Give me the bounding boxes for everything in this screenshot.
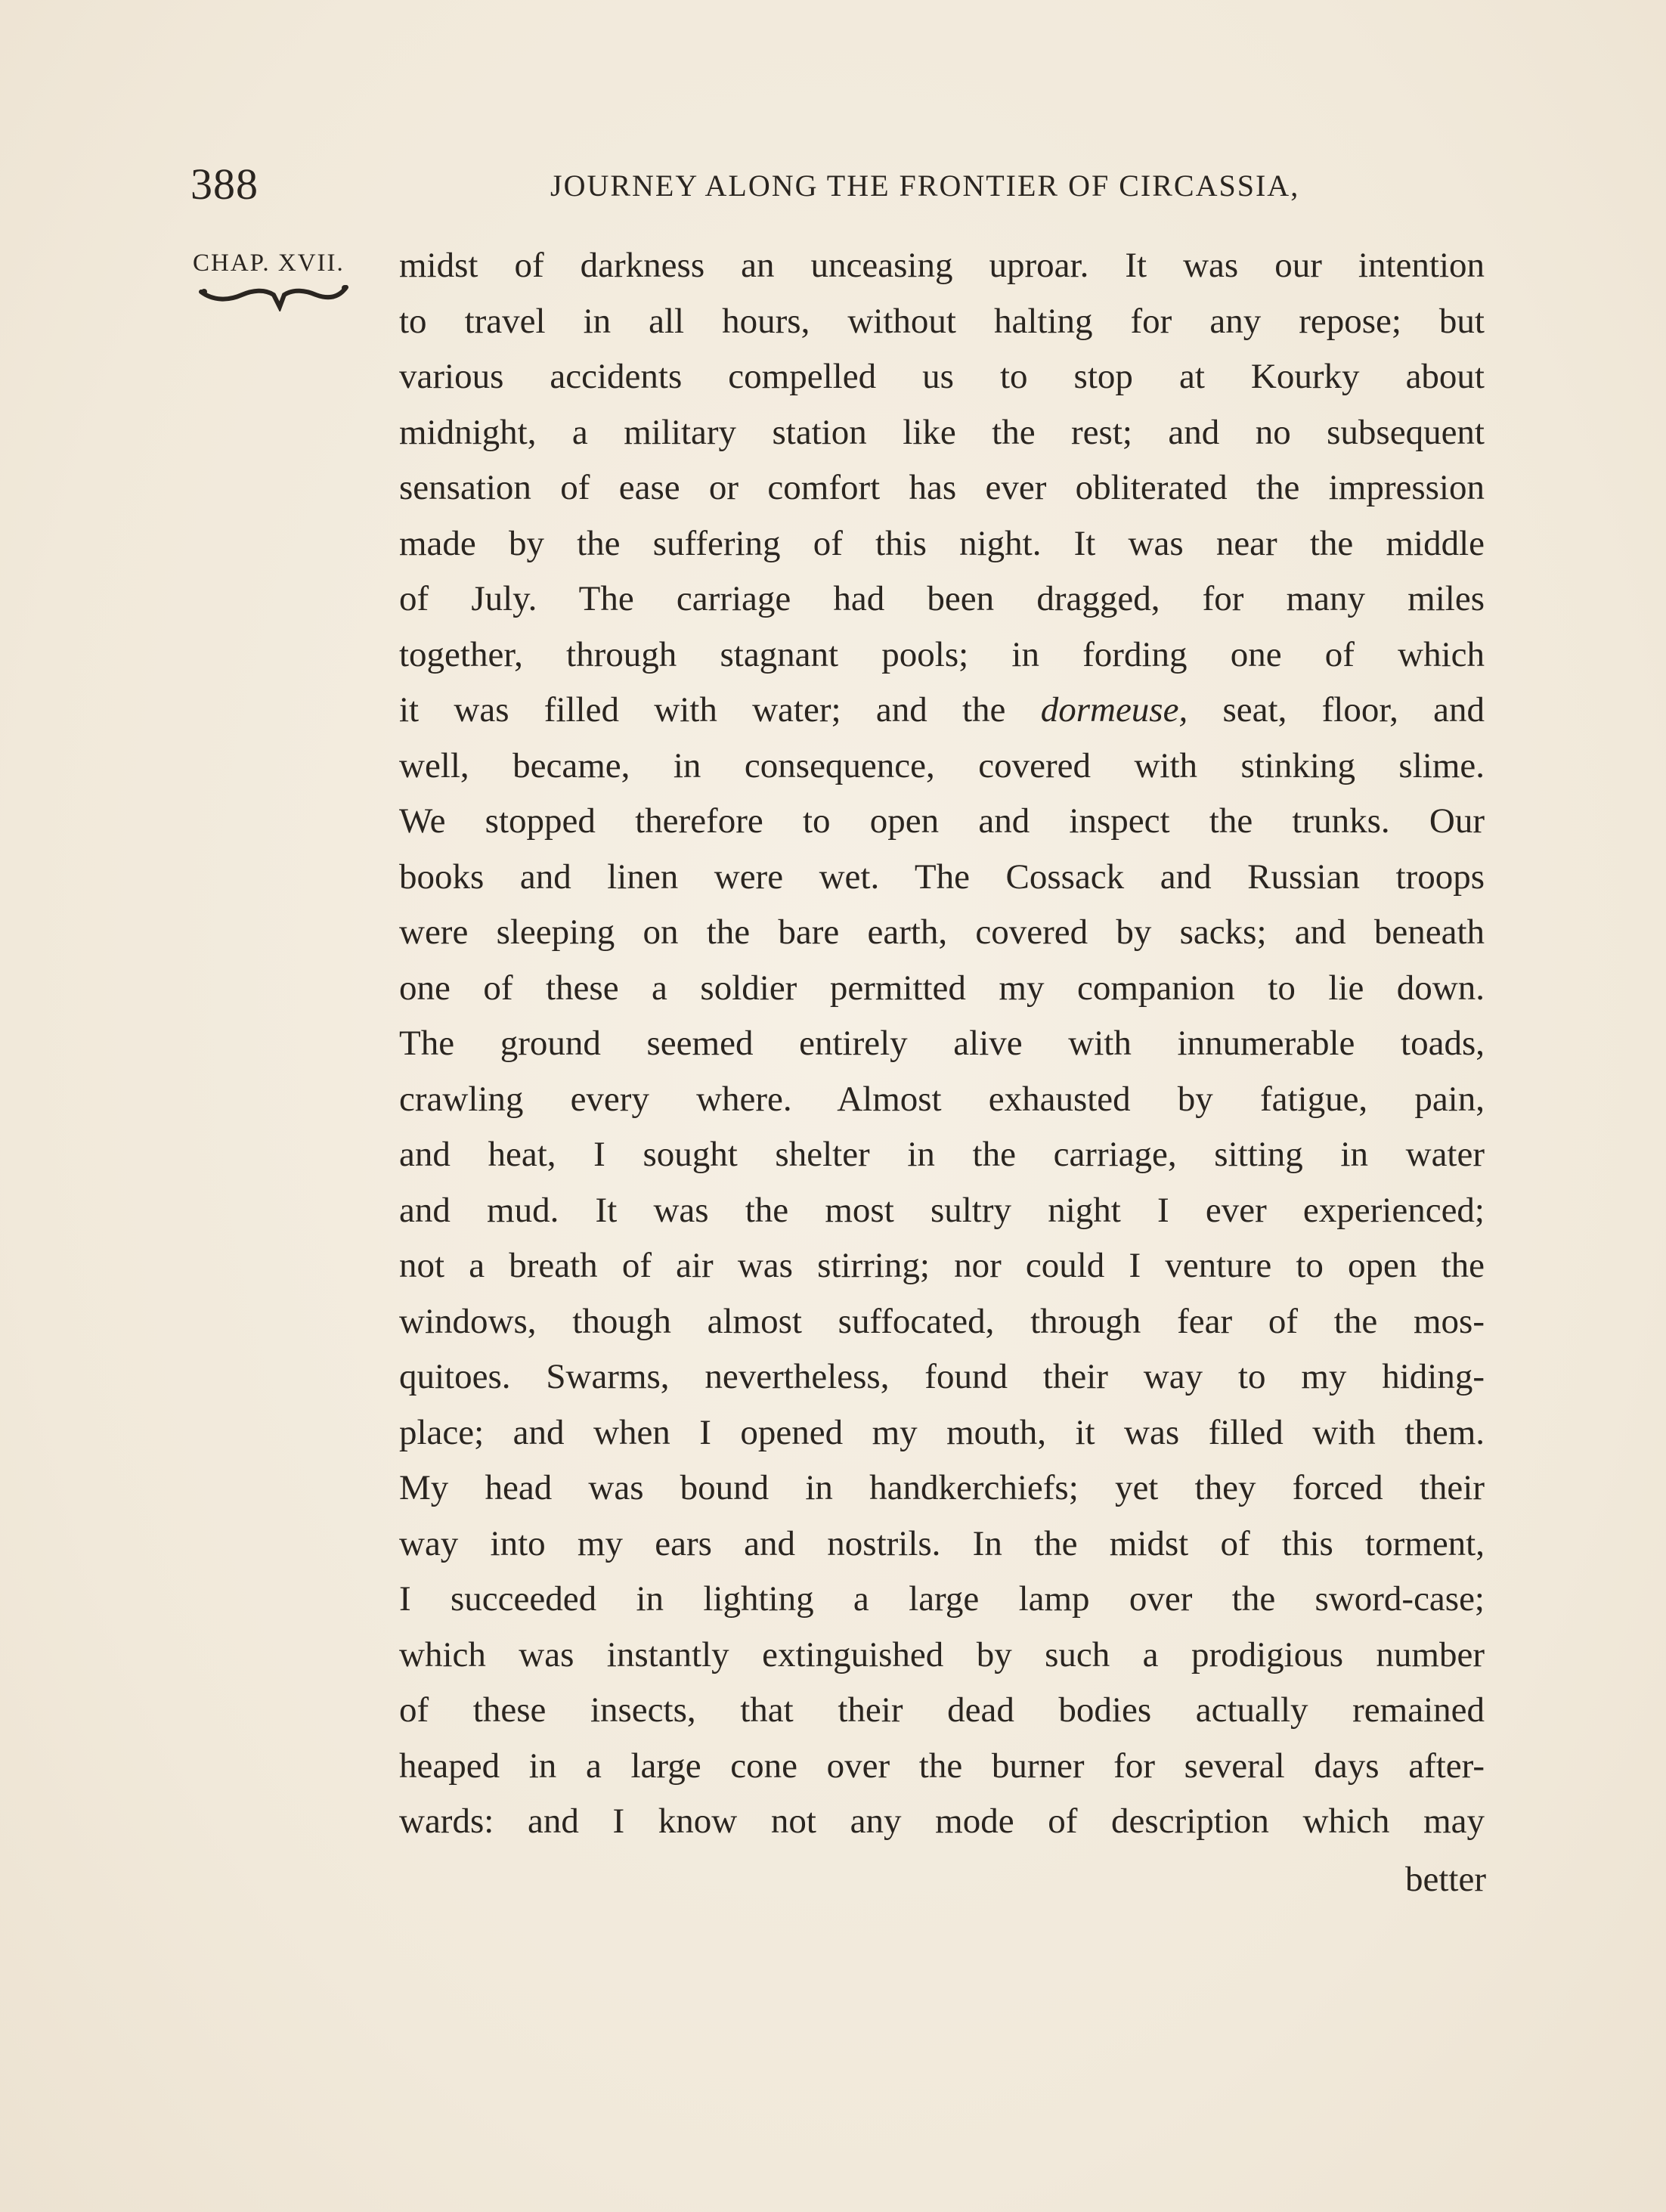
text-line: made by the suffering of this night. It was near the middle [399, 523, 1485, 563]
text-line: of these insects, that their dead bodies actually remained [399, 1690, 1485, 1730]
text-line: wards: and I know not any mode of description which may [399, 1802, 1485, 1841]
text-line: midnight, a military station like the rest; and no subsequent [399, 412, 1485, 452]
text-line: one of these a soldier permitted my companion to lie down. [399, 968, 1485, 1008]
text-line: and mud. It was the most sultry night I ever experienced; [399, 1190, 1485, 1230]
italic-word-dormeuse: dormeuse, [1040, 690, 1188, 730]
scroll-flourish-ornament-icon [198, 281, 349, 311]
text-line: and heat, I sought shelter in the carriage, sitting in water [399, 1135, 1485, 1174]
text-segment: it was filled with water; and the [399, 690, 1006, 730]
text-line: to travel in all hours, without halting for any repose; but [399, 301, 1485, 341]
text-line: We stopped therefore to open and inspect the trunks. Our [399, 801, 1485, 841]
text-line: way into my ears and nostrils. In the midst of this torment, [399, 1523, 1485, 1563]
text-line: were sleeping on the bare earth, covered by sacks; and beneath [399, 912, 1485, 952]
text-line: various accidents compelled us to stop at Kourky about [399, 357, 1485, 396]
text-line: of July. The carriage had been dragged, for many miles [399, 579, 1485, 618]
text-line: crawling every where. Almost exhausted by fatigue, pain, [399, 1079, 1485, 1119]
text-line: sensation of ease or comfort has ever obliterated the impression [399, 468, 1485, 507]
text-line: The ground seemed entirely alive with innumerable toads, [399, 1024, 1485, 1063]
text-line: place; and when I opened my mouth, it was filled with them. [399, 1412, 1485, 1452]
chapter-label: CHAP. XVII. [193, 249, 345, 277]
text-line: quitoes. Swarms, nevertheless, found their way to my hiding- [399, 1357, 1485, 1396]
text-line: well, became, in consequence, covered with stinking slime. [399, 745, 1485, 785]
text-line: not a breath of air was stirring; nor could I venture to open the [399, 1246, 1485, 1285]
running-head: JOURNEY ALONG THE FRONTIER OF CIRCASSIA, [550, 169, 1300, 203]
text-line-with-italic [399, 683, 1485, 739]
text-line: My head was bound in handkerchiefs; yet they forced their [399, 1468, 1485, 1507]
catchword: better [1405, 1860, 1486, 1899]
page-number: 388 [190, 160, 259, 209]
text-line: together, through stagnant pools; in fording one of which [399, 634, 1485, 674]
text-line: books and linen were wet. The Cossack and Russian troops [399, 857, 1485, 897]
text-line: heaped in a large cone over the burner for several days after- [399, 1746, 1485, 1786]
text-line: midst of darkness an unceasing uproar. It was our intention [399, 246, 1485, 285]
text-line: windows, though almost suffocated, through fear of the mos- [399, 1301, 1485, 1341]
body-text [399, 238, 1485, 1850]
text-line: which was instantly extinguished by such a prodigious number [399, 1634, 1485, 1674]
text-line: I succeeded in lighting a large lamp over the sword-case; [399, 1579, 1485, 1619]
text-segment: seat, floor, and [1222, 690, 1485, 730]
